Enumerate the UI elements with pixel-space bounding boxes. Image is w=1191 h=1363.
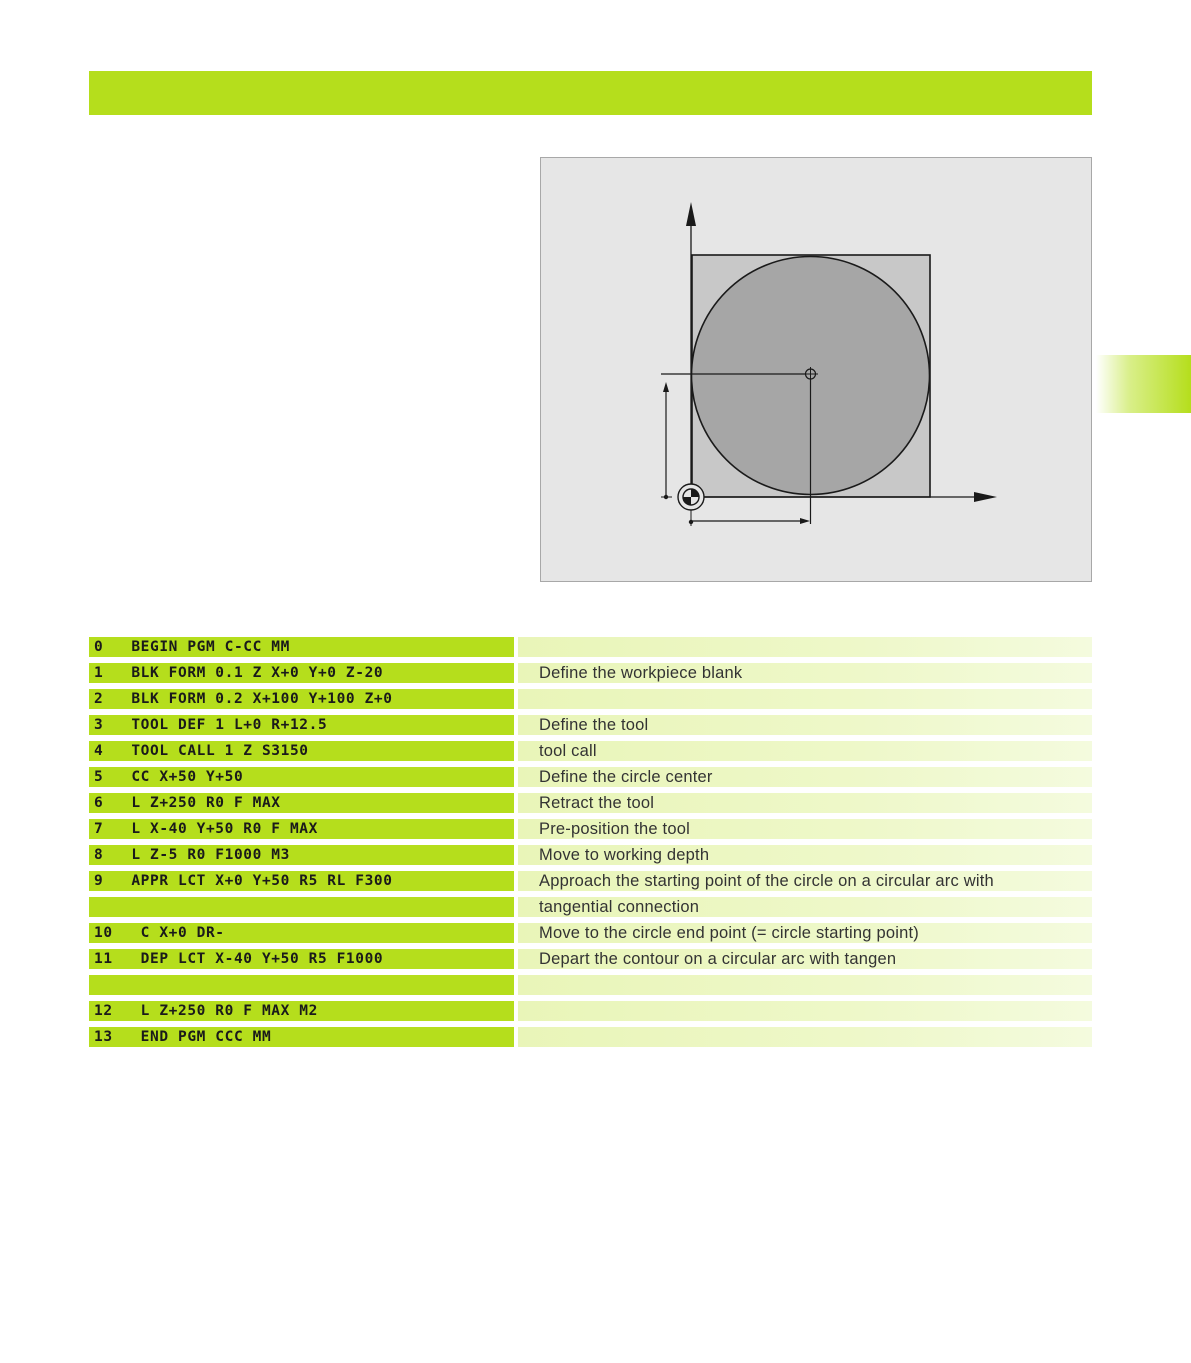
program-comment: Approach the starting point of the circle on a circular arc with <box>514 871 1092 891</box>
program-code: 13 END PGM CCC MM <box>89 1027 514 1047</box>
program-comment: Define the tool <box>514 715 1092 735</box>
program-comment <box>514 637 1092 657</box>
program-code: 12 L Z+250 R0 F MAX M2 <box>89 1001 514 1021</box>
program-comment <box>514 975 1092 995</box>
program-code: 10 C X+0 DR- <box>89 923 514 943</box>
program-row <box>89 897 1092 917</box>
program-comment: tangential connection <box>514 897 1092 917</box>
program-row <box>89 1027 1092 1047</box>
program-comment <box>514 1027 1092 1047</box>
chapter-side-tab <box>1096 355 1191 413</box>
program-code: 0 BEGIN PGM C-CC MM <box>89 637 514 657</box>
program-row <box>89 949 1092 969</box>
program-comment: tool call <box>514 741 1092 761</box>
program-row <box>89 793 1092 813</box>
nc-program-table <box>89 637 1092 1053</box>
program-code: 4 TOOL CALL 1 Z S3150 <box>89 741 514 761</box>
program-row <box>89 845 1092 865</box>
program-code: 1 BLK FORM 0.1 Z X+0 Y+0 Z-20 <box>89 663 514 683</box>
program-comment <box>514 1001 1092 1021</box>
program-code: 9 APPR LCT X+0 Y+50 R5 RL F300 <box>89 871 514 891</box>
program-comment <box>514 689 1092 709</box>
program-code: 6 L Z+250 R0 F MAX <box>89 793 514 813</box>
program-row <box>89 1001 1092 1021</box>
y-axis-arrow <box>686 202 696 226</box>
program-comment: Define the circle center <box>514 767 1092 787</box>
program-code: 11 DEP LCT X-40 Y+50 R5 F1000 <box>89 949 514 969</box>
program-code <box>89 975 514 995</box>
program-code: 2 BLK FORM 0.2 X+100 Y+100 Z+0 <box>89 689 514 709</box>
program-row <box>89 715 1092 735</box>
program-comment: Move to the circle end point (= circle starting point) <box>514 923 1092 943</box>
program-row <box>89 819 1092 839</box>
program-row <box>89 975 1092 995</box>
circle-milling-figure <box>540 157 1092 582</box>
program-row <box>89 637 1092 657</box>
program-comment: Move to working depth <box>514 845 1092 865</box>
program-comment: Depart the contour on a circular arc with tangen <box>514 949 1092 969</box>
program-row <box>89 871 1092 891</box>
program-comment: Retract the tool <box>514 793 1092 813</box>
program-code: 8 L Z-5 R0 F1000 M3 <box>89 845 514 865</box>
program-code <box>89 897 514 917</box>
program-row <box>89 767 1092 787</box>
program-comment: Pre-position the tool <box>514 819 1092 839</box>
program-row <box>89 741 1092 761</box>
figure-drawing <box>541 158 1093 583</box>
program-comment: Define the workpiece blank <box>514 663 1092 683</box>
program-code: 7 L X-40 Y+50 R0 F MAX <box>89 819 514 839</box>
x-axis-arrow <box>974 492 997 502</box>
chapter-header-band <box>89 71 1092 115</box>
program-code: 5 CC X+50 Y+50 <box>89 767 514 787</box>
program-row <box>89 923 1092 943</box>
program-row <box>89 663 1092 683</box>
program-code: 3 TOOL DEF 1 L+0 R+12.5 <box>89 715 514 735</box>
program-row <box>89 689 1092 709</box>
